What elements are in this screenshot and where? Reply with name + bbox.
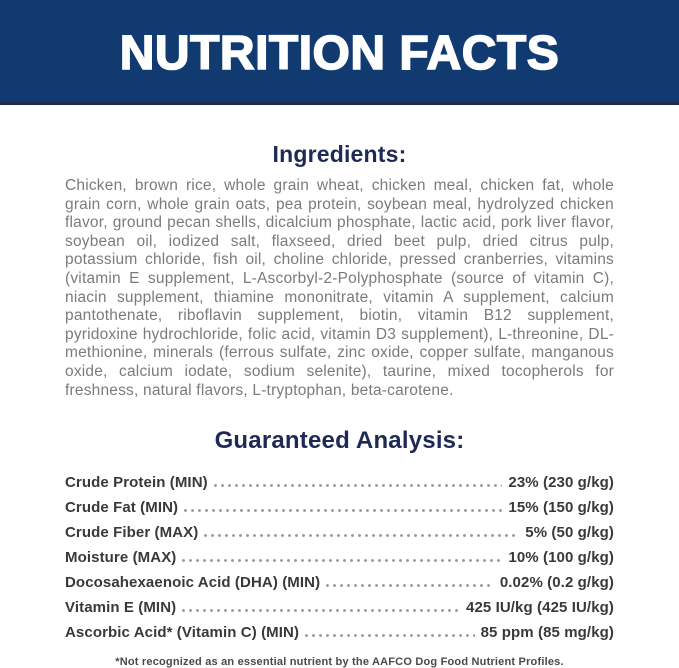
nutrient-label: Crude Fat (MIN) [65, 499, 179, 517]
analysis-row [65, 541, 614, 566]
analysis-row [65, 591, 614, 616]
nutrient-value: 85 ppm (85 mg/kg) [480, 624, 614, 642]
nutrition-facts-banner [0, 0, 679, 105]
analysis-row [65, 491, 614, 516]
banner-title: NUTRITION FACTS [119, 26, 560, 80]
dot-leader [214, 484, 503, 487]
nutrient-value: 425 IU/kg (425 IU/kg) [466, 599, 614, 617]
analysis-row [65, 466, 614, 491]
analysis-row [65, 516, 614, 541]
nutrient-label: Ascorbic Acid* (Vitamin C) (MIN) [65, 624, 300, 642]
analysis-row [65, 616, 614, 641]
dot-leader [204, 534, 519, 537]
dot-leader [182, 559, 502, 562]
nutrient-label: Crude Fiber (MAX) [65, 524, 199, 542]
analysis-row [65, 566, 614, 591]
dot-leader [184, 509, 502, 512]
ingredients-heading: Ingredients: [272, 141, 407, 167]
dot-leader [326, 584, 494, 587]
dot-leader [305, 634, 475, 637]
nutrient-label: Crude Protein (MIN) [65, 474, 208, 492]
nutrient-value: 5% (50 g/kg) [525, 524, 614, 542]
nutrient-value: 0.02% (0.2 g/kg) [499, 574, 614, 592]
footnote: *Not recognized as an essential nutrient by the AAFCO Dog Food Nutrient Profiles. [115, 656, 564, 668]
nutrient-label: Vitamin E (MIN) [65, 599, 177, 617]
dot-leader [182, 609, 460, 612]
nutrient-label: Docosahexaenoic Acid (DHA) (MIN) [65, 574, 321, 592]
nutrient-value: 15% (150 g/kg) [508, 499, 614, 517]
nutrient-label: Moisture (MAX) [65, 549, 177, 567]
guaranteed-analysis-heading: Guaranteed Analysis: [214, 427, 465, 455]
analysis-table [65, 466, 614, 641]
nutrient-value: 23% (230 g/kg) [508, 474, 614, 492]
ingredients-text: Chicken, brown rice, whole grain wheat, chicken meal, chicken fat, whole grain corn, whole grain oats, pea protein, soybean meal, hydrolyzed chicken flavor, ground pecan shells, dicalcium phosphate, lactic acid, pork liver flavor, soybean oil, iodized salt, flaxseed, dried beet pulp, dried citrus pulp, potassium chloride, fish oil, choline chloride, pressed cranberries, vitamins (vitamin E supplement, L-Ascorbyl-2-Polyphosphate (source of vitamin C), niacin supplement, thiamine mononitrate, vitamin A supplement, calcium pantothenate, riboflavin supplement, biotin, vitamin B12 supplement, pyridoxine hydrochloride, folic acid, vitamin D3 supplement), L-threonine, DL-methionine, minerals (ferrous sulfate, zinc oxide, copper sulfate, manganous oxide, calcium iodate, sodium selenite), taurine, mixed tocopherols for freshness, natural flavors, L-tryptophan, beta-carotene. [65, 177, 614, 399]
label-content [0, 141, 679, 668]
nutrient-value: 10% (100 g/kg) [508, 549, 614, 567]
